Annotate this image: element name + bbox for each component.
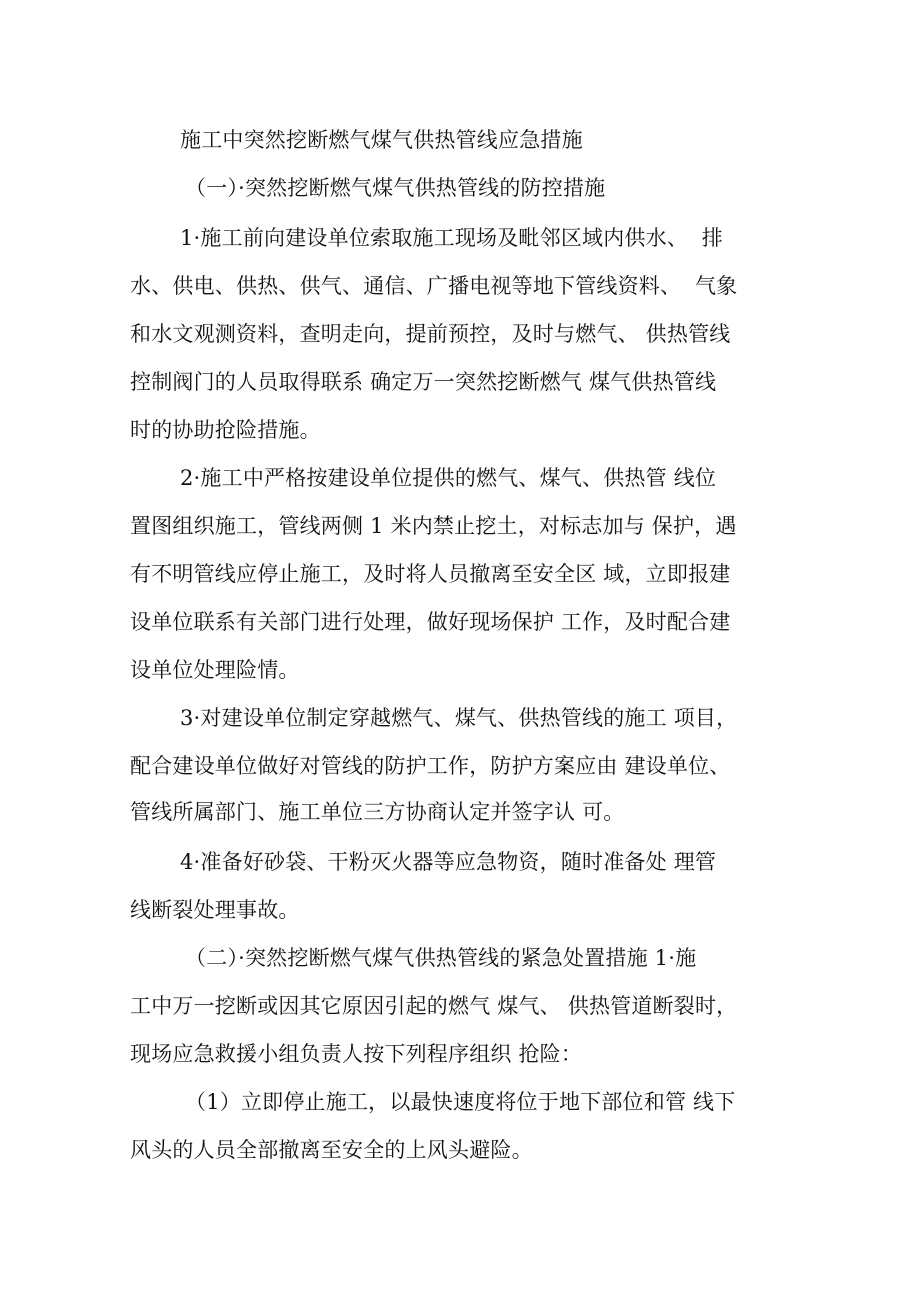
- paragraph-line: 置图组织施工，管线两侧 1 米内禁止挖土，对标志加与 保护，遇: [130, 514, 737, 538]
- paragraph-line: 水、供电、供热、供气、通信、广播电视等地下管线资料、 气象: [130, 274, 738, 298]
- paragraph-line: 和水文观测资料，查明走向，提前预控，及时与燃气、 供热管线: [130, 322, 731, 346]
- paragraph-line: 1·施工前向建设单位索取施工现场及毗邻区域内供水、 排: [180, 226, 723, 250]
- paragraph-line: 控制阀门的人员取得联系 确定万一突然挖断燃气 煤气供热管线: [130, 370, 717, 394]
- paragraph-line: 工中万一挖断或因其它原因引起的燃气 煤气、 供热管道断裂时，: [130, 994, 738, 1018]
- document-title: 施工中突然挖断燃气煤气供热管线应急措施: [180, 128, 583, 152]
- paragraph-line: 管线所属部门、施工单位三方协商认定并签字认 可。: [130, 800, 625, 824]
- paragraph-line: 4·准备好砂袋、干粉灭火器等应急物资，随时准备处 理管: [180, 850, 717, 874]
- paragraph-line: 设单位联系有关部门进行处理，做好现场保护 工作，及时配合建: [130, 610, 731, 634]
- paragraph-line: 现场应急救援小组负责人按下列程序组织 抢险：: [130, 1042, 583, 1066]
- paragraph-line: 设单位处理险情。: [130, 658, 300, 682]
- paragraph-line: 配合建设单位做好对管线的防护工作，防护方案应由 建设单位、: [130, 754, 731, 778]
- paragraph-line: 有不明管线应停止施工，及时将人员撤离至安全区 域，立即报建: [130, 562, 731, 586]
- paragraph-line: 2·施工中严格按建设单位提供的燃气、煤气、供热管 线位: [180, 466, 717, 490]
- paragraph-line: 线断裂处理事故。: [130, 898, 300, 922]
- paragraph-line: 3·对建设单位制定穿越燃气、煤气、供热管线的施工 项目，: [180, 706, 738, 730]
- section-2-heading: （二）·突然挖断燃气煤气供热管线的紧急处置措施 1·施: [185, 946, 697, 970]
- section-1-heading: （一）·突然挖断燃气煤气供热管线的防控措施: [185, 176, 606, 200]
- paragraph-line: （1）立即停止施工，以最快速度将位于地下部位和管 线下: [185, 1090, 736, 1114]
- paragraph-line: 风头的人员全部撤离至安全的上风头避险。: [130, 1138, 533, 1162]
- paragraph-line: 时的协助抢险措施。: [130, 418, 321, 442]
